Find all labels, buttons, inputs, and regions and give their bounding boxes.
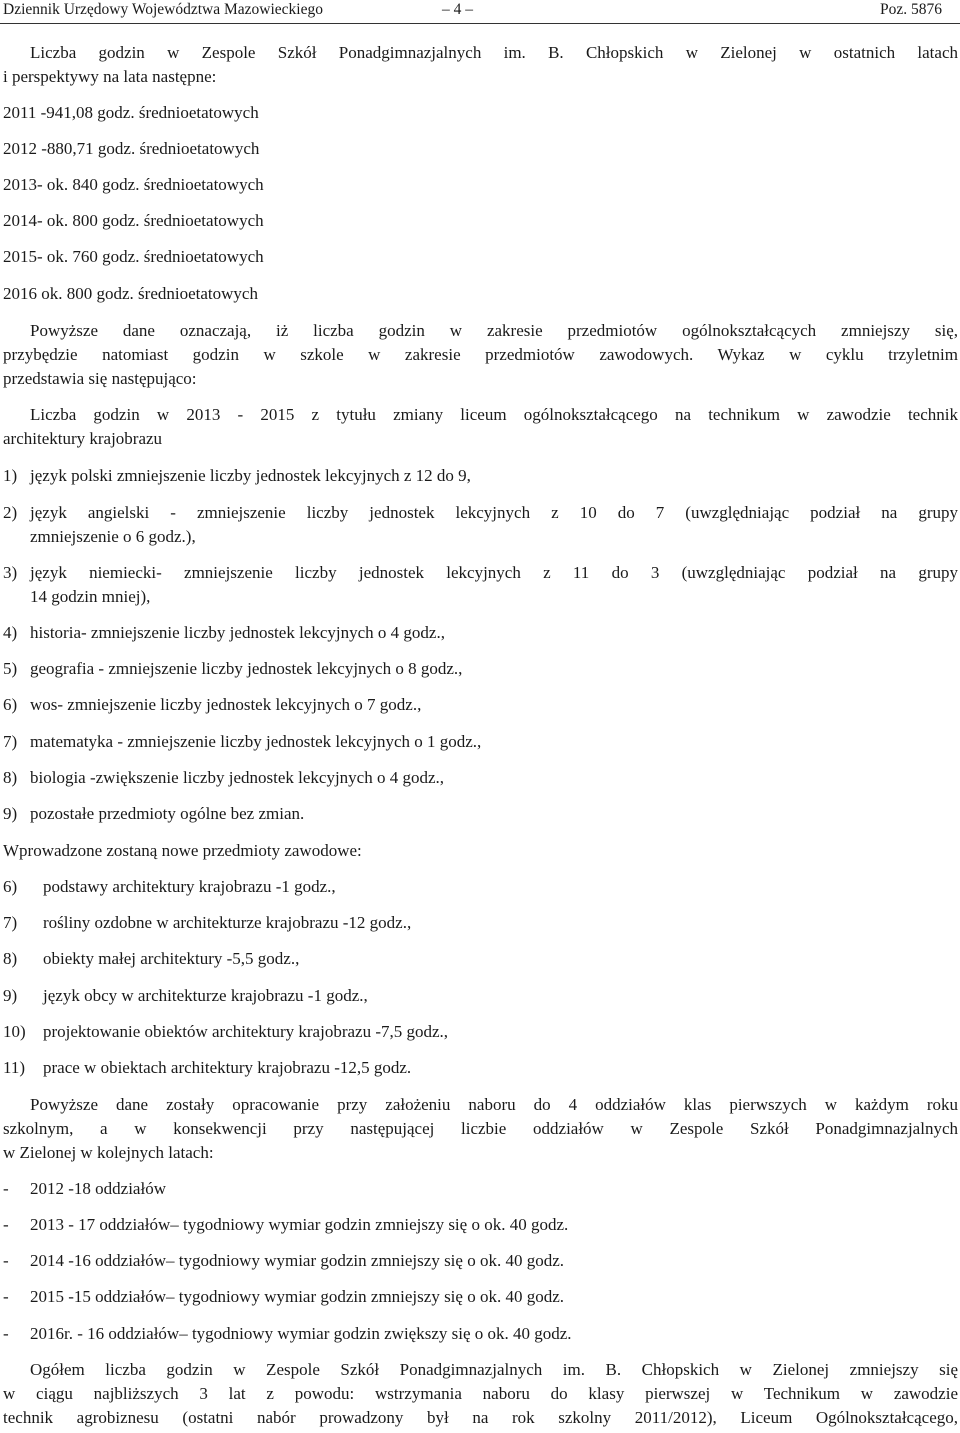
list-marker: -	[3, 1251, 9, 1270]
year-hours-line: 2015- ok. 760 godz. średnioetatowych	[3, 247, 264, 266]
paragraph-line: Powyższe dane oznaczają, iż liczba godzin w zakresie przedmiotów ogólnokształcących zmniejszy się,	[30, 321, 958, 340]
new-subject-item: prace w obiektach architektury krajobrazu -12,5 godz.	[43, 1058, 412, 1077]
subject-reduction-item: wos- zmniejszenie liczby jednostek lekcyjnych o 7 godz.,	[30, 695, 422, 714]
paragraph-line: w ciągu najbliższych 3 lat z powodu: wstrzymania naboru do klasy pierwszej w Technikum w zawodzie	[3, 1384, 958, 1403]
header-rule	[0, 23, 960, 24]
paragraph-line: szkolnym, a w konsekwencji przy następującej liczbie oddziałów w Zespole Szkół Ponadgimnazjalnych	[3, 1119, 958, 1138]
branch-count-item: 2012 -18 oddziałów	[30, 1179, 166, 1198]
year-hours-line: 2014- ok. 800 godz. średnioetatowych	[3, 211, 264, 230]
list-marker: -	[3, 1215, 9, 1234]
section-heading: Wprowadzone zostaną nowe przedmioty zawodowe:	[3, 841, 362, 860]
branch-count-item: 2016r. - 16 oddziałów– tygodniowy wymiar godzin zwiększy się o ok. 40 godz.	[30, 1324, 572, 1343]
list-marker: 8)	[3, 949, 18, 968]
subject-reduction-item: matematyka - zmniejszenie liczby jednostek lekcyjnych o 1 godz.,	[30, 732, 482, 751]
branch-count-item: 2014 -16 oddziałów– tygodniowy wymiar godzin zmniejszy się o ok. 40 godz.	[30, 1251, 564, 1270]
year-hours-line: 2012 -880,71 godz. średnioetatowych	[3, 139, 260, 158]
new-subject-item: rośliny ozdobne w architekturze krajobrazu -12 godz.,	[43, 913, 412, 932]
subject-reduction-item: język angielski - zmniejszenie liczby jednostek lekcyjnych z 10 do 7 (uwzględniając podział na grupy	[30, 503, 958, 522]
new-subject-item: podstawy architektury krajobrazu -1 godz.,	[43, 877, 336, 896]
list-marker: 7)	[3, 913, 18, 932]
paragraph-line: technik agrobiznesu (ostatni nabór prowadzony był na rok szkolny 2011/2012), Liceum Ogólnokształcącego,	[3, 1408, 958, 1427]
subject-reduction-item: geografia - zmniejszenie liczby jednostek lekcyjnych o 8 godz.,	[30, 659, 463, 678]
list-marker: 1)	[3, 466, 18, 485]
new-subject-item: projektowanie obiektów architektury krajobrazu -7,5 godz.,	[43, 1022, 449, 1041]
branch-count-item: 2013 - 17 oddziałów– tygodniowy wymiar godzin zmniejszy się o ok. 40 godz.	[30, 1215, 569, 1234]
list-marker: -	[3, 1324, 9, 1343]
subject-reduction-item: 14 godzin mniej),	[30, 587, 151, 606]
paragraph-line: Liczba godzin w 2013 - 2015 z tytułu zmiany liceum ogólnokształcącego na technikum w zawodzie technik	[30, 405, 958, 424]
subject-reduction-item: zmniejszenie o 6 godz.),	[30, 527, 196, 546]
branch-count-item: 2015 -15 oddziałów– tygodniowy wymiar godzin zmniejszy się o ok. 40 godz.	[30, 1287, 564, 1306]
subject-reduction-item: język polski zmniejszenie liczby jednostek lekcyjnych z 12 do 9,	[30, 466, 471, 485]
list-marker: 5)	[3, 659, 18, 678]
list-marker: 3)	[3, 563, 18, 582]
list-marker: 11)	[3, 1058, 26, 1077]
subject-reduction-item: biologia -zwiększenie liczby jednostek lekcyjnych o 4 godz.,	[30, 768, 445, 787]
paragraph-line: Ogółem liczba godzin w Zespole Szkół Ponadgimnazjalnych im. B. Chłopskich w Zielonej zmniejszy się	[30, 1360, 958, 1379]
header-page-number: – 4 –	[442, 1, 473, 18]
list-marker: 9)	[3, 986, 18, 1005]
subject-reduction-item: język niemiecki- zmniejszenie liczby jednostek lekcyjnych z 11 do 3 (uwzględniając podział na grupy	[30, 563, 958, 582]
year-hours-line: 2013- ok. 840 godz. średnioetatowych	[3, 175, 264, 194]
header-journal-title: Dziennik Urzędowy Województwa Mazowieckiego	[3, 1, 323, 18]
intro-line: Liczba godzin w Zespole Szkół Ponadgimnazjalnych im. B. Chłopskich w Zielonej w ostatnich latach	[30, 43, 958, 62]
list-marker: 6)	[3, 877, 18, 896]
list-marker: 9)	[3, 804, 18, 823]
subject-reduction-item: historia- zmniejszenie liczby jednostek lekcyjnych o 4 godz.,	[30, 623, 445, 642]
year-hours-line: 2016 ok. 800 godz. średnioetatowych	[3, 284, 258, 303]
new-subject-item: obiekty małej architektury -5,5 godz.,	[43, 949, 300, 968]
year-hours-line: 2011 -941,08 godz. średnioetatowych	[3, 103, 259, 122]
paragraph-line: przybędzie natomiast godzin w szkole w zakresie przedmiotów zawodowych. Wykaz w cyklu trzyletnim	[3, 345, 958, 364]
paragraph-line: architektury krajobrazu	[3, 429, 163, 448]
list-marker: 7)	[3, 732, 18, 751]
header-position-number: Poz. 5876	[880, 1, 942, 18]
list-marker: 6)	[3, 695, 18, 714]
paragraph-line: w Zielonej w kolejnych latach:	[3, 1143, 214, 1162]
list-marker: 8)	[3, 768, 18, 787]
list-marker: 2)	[3, 503, 18, 522]
subject-reduction-item: pozostałe przedmioty ogólne bez zmian.	[30, 804, 305, 823]
list-marker: -	[3, 1287, 9, 1306]
list-marker: 10)	[3, 1022, 26, 1041]
new-subject-item: język obcy w architekturze krajobrazu -1 godz.,	[43, 986, 368, 1005]
paragraph-line: przedstawia się następująco:	[3, 369, 197, 388]
paragraph-line: Powyższe dane zostały opracowanie przy założeniu naboru do 4 oddziałów klas pierwszych w każdym roku	[30, 1095, 958, 1114]
list-marker: -	[3, 1179, 9, 1198]
list-marker: 4)	[3, 623, 18, 642]
intro-line: i perspektywy na lata następne:	[3, 67, 217, 86]
